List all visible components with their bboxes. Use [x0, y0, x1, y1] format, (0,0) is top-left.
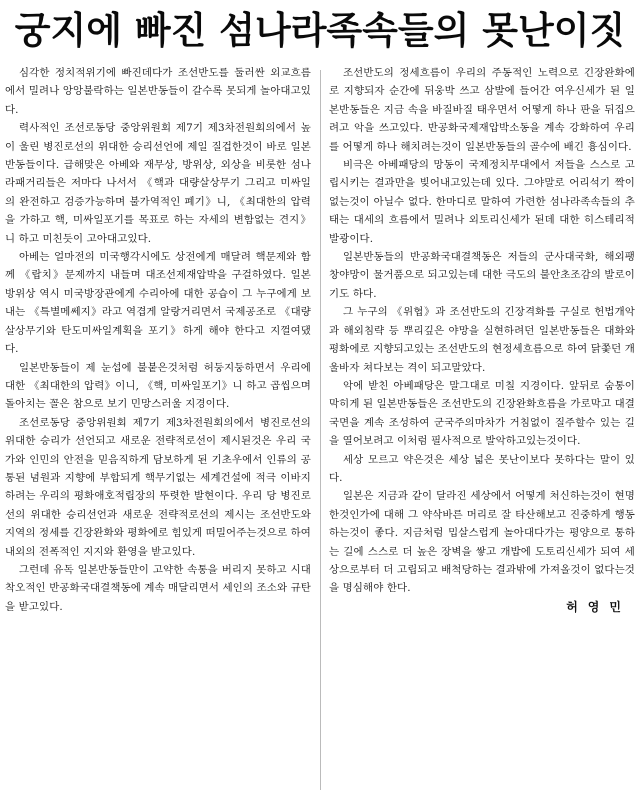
paragraph: 그 누구의 《위협》과 조선반도의 긴장격화를 구실로 헌법개악과 해외침략 등 뿌리깊은 야망을 실현하려던 일본반동들은 대화와 평화에로 지향되고있는 조선반도의 현정세흐름으로 하여 닭쫓던 개 울바자 쳐다보는 격이 되고말았다. [329, 306, 635, 374]
paragraph: 일본반동들이 제 눈섭에 불붙은것처럼 허둥지둥하면서 우리에 대한 《최대한의 압력》이니, 《핵, 미싸일포기》니 하고 곱씹으며 돌아치는 꼴은 참으로 보기 민망스러울 지경이다. [5, 361, 311, 411]
author-byline: 허영민 [566, 599, 631, 614]
paragraph: 아베는 얼마전의 미국행각시에도 상전에게 매달려 핵문제와 함께 《랍치》문제까지 내들며 대조선제재압박을 구걸하였다. 일본방위상 역시 미국방장관에게 수리아에 대한 공습이 그 누구에게 보내는 《특별메쎄지》라고 역겹게 알랑거리면서 국제공조로 《대량살상무기와 탄도미싸일계획을 포기》하게 해야 한다고 지껄여댔다. [5, 251, 311, 356]
left-column [5, 64, 311, 802]
paragraph: 일본반동들의 반공화국대결책동은 저들의 군사대국화, 해외팽창야망이 물거품으로 되고있는데 대한 극도의 불안초조감의 발로이기도 하다. [329, 251, 635, 300]
right-column [329, 64, 635, 802]
column-divider [320, 70, 321, 790]
paragraph: 악에 받친 아베패당은 말그대로 미칠 지경이다. 앞뒤로 숨통이 막히게 된 일본반동들은 조선반도의 긴장완화흐름을 가로막고 대결국면을 계속 조성하여 군국주의마차가 거침없이 질주할수 있는 길을 열어보려고 이처럼 필사적으로 발악하고있는것이다. [329, 379, 635, 448]
paragraph: 세상 모르고 약은것은 세상 넓은 못난이보다 못하다는 말이 있다. [329, 453, 635, 484]
paragraph: 그런데 유독 일본반동들만이 고약한 속통을 버리지 못하고 시대착오적인 반공화국대결책동에 계속 매달리면서 세인의 조소와 규탄을 받고있다. [5, 563, 311, 613]
article-title: 궁지에 빠진 섬나라족속들의 못난이짓 [14, 9, 626, 52]
paragraph: 조선반도의 정세흐름이 우리의 주동적인 노력으로 긴장완화에로 지향되자 순간에 뒤웅박 쓰고 삼발에 들어간 여우신세가 된 일본반동들은 지금 속을 바질바질 태우면서 어떻게 하나 판을 뒤집으려고 악을 쓰고있다. 반공화국제재압박소동을 계속 강화하여 우리를 어떻게 하나 해치려는것이 일본반동들의 골수에 배긴 흉심이다. [329, 67, 635, 153]
paragraph: 심각한 정치적위기에 빠진데다가 조선반도를 둘러싼 외교흐름에서 밀려나 앙앙불락하는 일본반동들이 갈수록 못되게 놀아대고있다. [5, 67, 311, 116]
paragraph: 일본은 지금과 같이 달라진 세상에서 어떻게 처신하는것이 현명한것인가에 대해 그 약삭바른 머리로 잘 타산해보고 진중하게 행동하는것이 좋다. 지금처럼 밉살스럽게 놀아대다가는 평양으로 통하는 길에 스스로 더 높은 장벽을 쌓고 개밥에 도토리신세가 되여 세상으로부터 더 고립되고 배척당하는 결과밖에 가져올것이 없다는것을 명심해야 한다. [329, 490, 635, 595]
paragraph: 력사적인 조선로동당 중앙위원회 제7기 제3차전원회의에서 높이 울린 병진로선의 위대한 승리선언에 제일 질겁한것이 바로 일본반동들이다. 급해맞은 아베와 재무상, 방위상, 외상을 비롯한 섬나라패거리들은 저마다 나서서 《핵과 대량살상무기 그리고 미싸일의 완전하고 검증가능하며 불가역적인 폐기》니, 《최대한의 압력을 가하고 핵, 미싸일포기를 목표로 하는 자세의 변함없는 견지》니 하고 미친듯이 고아대고있다. [5, 122, 311, 245]
paragraph: 조선로동당 중앙위원회 제7기 제3차전원회의에서 병진로선의 위대한 승리가 선언되고 새로운 전략적로선이 제시된것은 우리 국가와 인민의 안전을 믿음직하게 담보하게 된 기초우에서 인류의 공통된 념원과 지향에 부합되게 핵무기없는 세계건설에 적극 이바지하려는 우리의 평화애호적립장의 뚜렷한 발현이다. 우리 당 병진로선의 위대한 승리선언과 새로운 전략적로선의 제시는 조선반도와 지역의 정세를 긴장완화와 평화에로 힘있게 떠밀어주는것으로 하여 내외의 전폭적인 지지와 환영을 받고있다. [5, 416, 311, 558]
article-body [5, 64, 635, 802]
paragraph: 비극은 아베패당의 망동이 국제정치무대에서 저들을 스스로 고립시키는 결과만을 빚어내고있는데 있다. 그야말로 어리석기 짝이 없는것이 아닐수 없다. 한마디로 말하여 가련한 섬나라족속들의 추태는 대세의 흐름에서 밀려나 외토리신세가 된데 대한 히스테리적발광이다. [329, 159, 635, 245]
